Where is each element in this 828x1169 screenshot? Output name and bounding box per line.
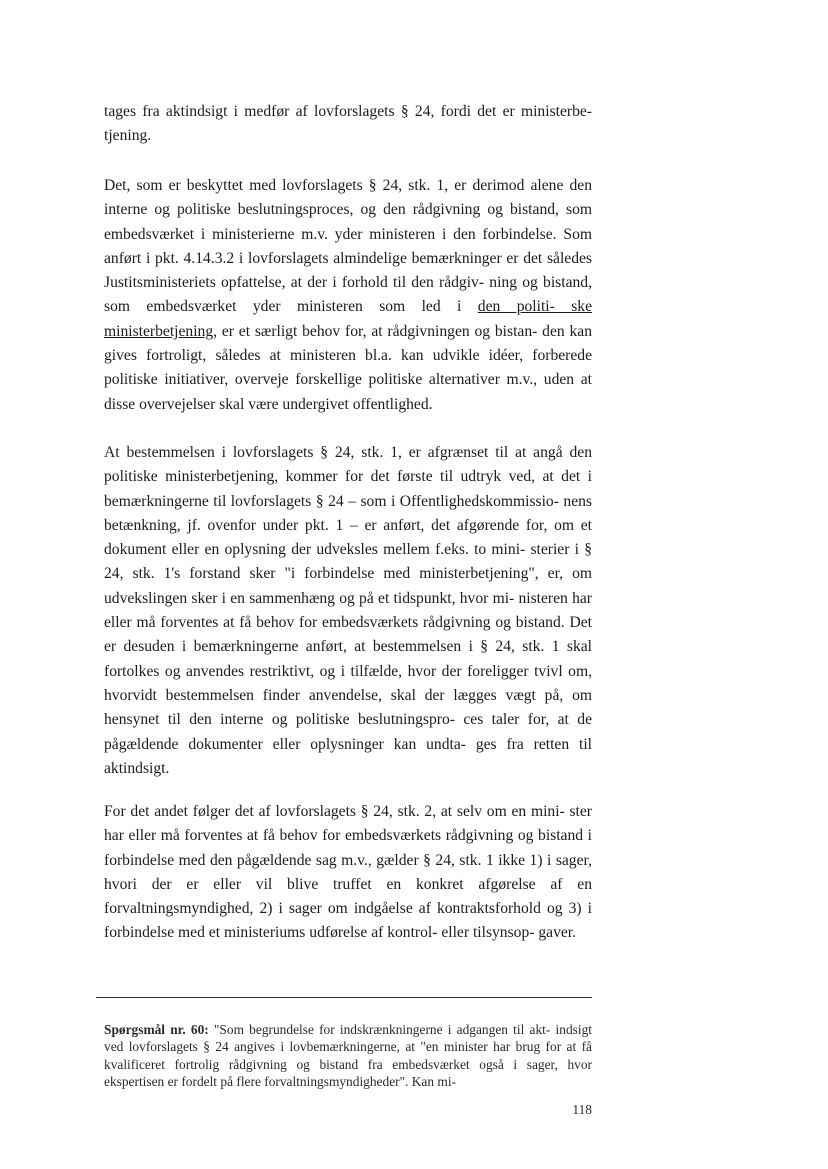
paragraph-limitation-second: For det andet følger det af lovforslagets § 24, stk. 2, at selv om en mini- ster har eller må forventes at få behov for embedsværkets rådgivning og bistand i forbindelse med den pågældende sag m.v., gælder § 24, stk. 1 ikke 1) i sager, hvori der er eller vil blive truffet en konkret afgørelse af en forvaltningsmyndighed, 2) i sager om indgåelse af kontraktsforhold og 3) i forbindelse med et ministeriums udførelse af kontrol- eller tilsynsop- gaver.: [104, 803, 592, 942]
footnote-divider: [96, 997, 592, 998]
paragraph-continuation: tages fra aktindsigt i medfør af lovforslagets § 24, fordi det er ministerbe- tjening.: [104, 103, 592, 145]
paragraph-text-segment: Det, som er beskyttet med lovforslagets § 24, stk. 1, er derimod alene den interne og politiske beslutningsproces, og den rådgivning og bistand, som embedsværket i ministerierne m.v. yder ministeren i den forbindelse. Som anført i pkt. 4.14.3.2 i lovforslagets almindelige bemærkninger er det således Justitsministeriets opfattelse, at der i forhold til den rådgiv- ning og bistand, som embedsværket yder ministeren som led i: [104, 177, 592, 316]
paragraph-limitation-first: At bestemmelsen i lovforslagets § 24, stk. 1, er afgrænset til at angå den politiske ministerbetjening, kommer for det første til udtryk ved, at det i bemærkningerne til lovforslagets § 24 – som i Offentlighedskommissio- nens betænkning, jf. ovenfor under pkt. 1 – er anført, det afgørende for, om et dokument eller en oplysning der udveksles mellem f.eks. to mini- sterier i § 24, stk. 1's forstand sker "i forbindelse med ministerbetjening", er, om udvekslingen sker i en sammenhæng og på et tidspunkt, hvor mi- nisteren har eller må forventes at få behov for embedsværkets rådgivning og bistand. Det er desuden i bemærkningerne anført, at bestemmelsen i § 24, stk. 1 skal fortolkes og anvendes restriktivt, og i tilfælde, hvor der foreligger tvivl om, hvorvidt bestemmelsen finder anvendelse, skal der lægges vægt på, om hensynet til den interne og politiske beslutningspro- ces taler for, at de pågældende dokumenter eller oplysninger kan undta- ges fra retten til aktindsigt.: [104, 444, 592, 777]
footnote: [104, 1021, 592, 1091]
footnote-label: Spørgsmål nr. 60:: [104, 1022, 209, 1037]
paragraph-text-segment: , er et særligt behov for, at rådgivningen og bistan- den kan gives fortroligt, således at ministeren bl.a. kan udvikle idéer, forberede politiske initiativer, overveje forskellige politiske alternativer m.v., uden at disse overvejelser skal være undergivet offentlighed.: [104, 322, 592, 413]
paragraph-protected-scope: [104, 174, 592, 417]
underlined-phrase: den politi- ske ministerbetjening: [104, 298, 592, 340]
page-number: 118: [572, 1102, 592, 1117]
footnote-text: "Som begrundelse for indskrænkningerne i adgangen til akt- indsigt ved lovforslagets § 24 angives i lovbemærkningerne, at "en minister har brug for at få kvalificeret fortrolig rådgivning og bistand fra embedsværket også i sager, hvor ekspertisen er fordelt på flere forvaltningsmyndigheder". Kan mi-: [104, 1022, 592, 1090]
